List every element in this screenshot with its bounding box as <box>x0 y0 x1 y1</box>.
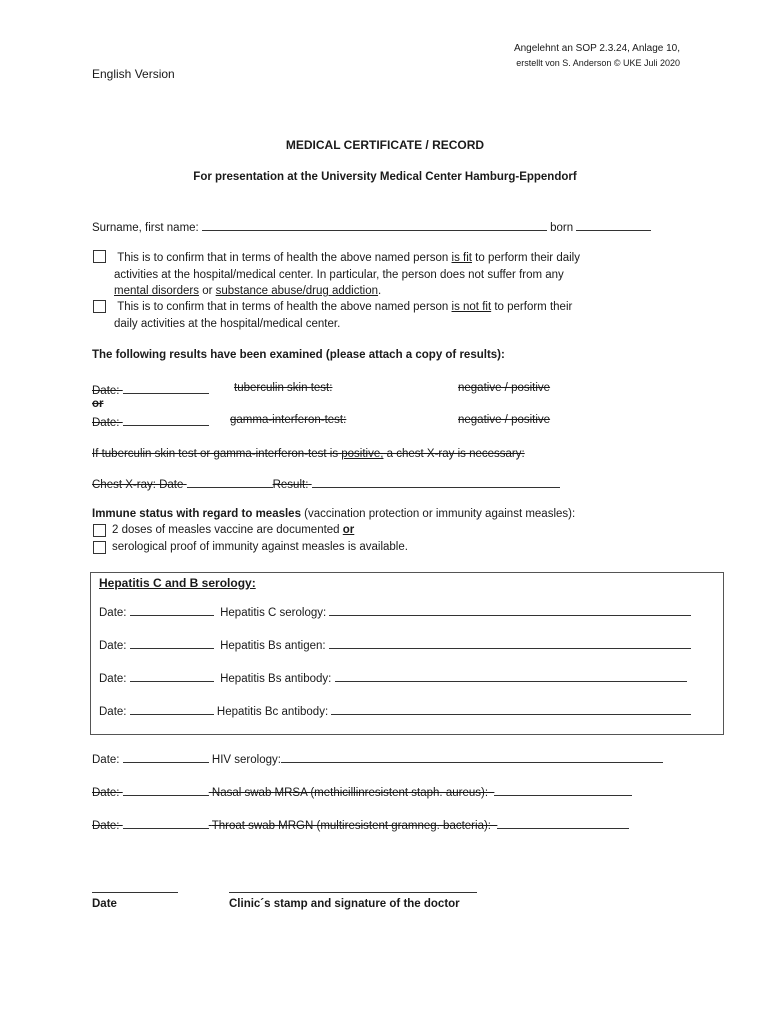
measles-heading-bold: Immune status with regard to measles <box>92 508 301 520</box>
mrsa-label: Nasal swab MRSA (methicillinresistent staph. aureus): <box>211 787 489 799</box>
page-title: MEDICAL CERTIFICATE / RECORD <box>285 138 485 152</box>
mrgn-field[interactable] <box>497 817 629 829</box>
not-fit-statement <box>114 299 674 332</box>
mrsa-date-field[interactable] <box>123 784 209 796</box>
name-field[interactable] <box>202 219 547 231</box>
hep-c-serology-field[interactable] <box>329 604 691 616</box>
reference-line-1: Angelehnt an SOP 2.3.24, Anlage 10, <box>513 43 680 54</box>
hep-date-field-2[interactable] <box>130 637 214 649</box>
signature-stamp-label: Clinic´s stamp and signature of the doctor <box>229 898 460 910</box>
measles-vaccine-checkbox[interactable] <box>93 524 106 537</box>
hep-date-field-4[interactable] <box>130 703 214 715</box>
fit-text-2: to perform their daily <box>471 252 580 264</box>
tb-test-2: gamma-interferon-test: <box>230 414 347 426</box>
tb-date-label-2: Date: <box>92 417 120 429</box>
hep-row-2 <box>99 637 691 652</box>
hep-bc-antibody-field[interactable] <box>331 703 691 715</box>
page-subtitle: For presentation at the University Medical Center Hamburg-Eppendorf <box>193 171 577 183</box>
hiv-field[interactable] <box>281 751 663 763</box>
xray-date-label: Chest X-ray: Date <box>92 479 184 491</box>
tb-date-label-1: Date: <box>92 385 120 397</box>
hep-bs-antibody-label: Hepatitis Bs antibody: <box>220 673 332 685</box>
fit-substance: substance abuse/drug addiction <box>215 285 379 297</box>
notfit-text-1: This is to confirm that in terms of health the above named person <box>117 301 452 313</box>
measles-or: or <box>342 524 355 536</box>
hep-bs-antigen-label: Hepatitis Bs antigen: <box>220 640 326 652</box>
measles-heading <box>92 508 575 520</box>
signature-date-line[interactable] <box>92 882 178 893</box>
tb-date-1 <box>92 382 209 397</box>
measles-serology-checkbox[interactable] <box>93 541 106 554</box>
hep-row-4 <box>99 703 691 718</box>
xray-row <box>92 476 560 491</box>
xray-note-text-1: If tuberculin skin test or gamma-interferon-test is <box>92 448 342 460</box>
xray-date-field[interactable] <box>187 476 273 488</box>
xray-note-text-2: a chest X-ray is necessary: <box>383 448 525 460</box>
hep-row-1 <box>99 604 691 619</box>
notfit-is-not-fit: is not fit <box>451 301 492 313</box>
fit-text-1: This is to confirm that in terms of health the above named person <box>117 252 452 264</box>
measles-vaccine-text: 2 doses of measles vaccine are documented <box>112 524 343 536</box>
mrsa-date-label: Date: <box>92 787 120 799</box>
measles-heading-rest: (vaccination protection or immunity against measles): <box>300 508 576 520</box>
tb-or: or <box>92 398 104 410</box>
hep-date-label-2: Date: <box>99 640 127 652</box>
mrgn-date-label: Date: <box>92 820 120 832</box>
xray-result-label: Result: <box>272 479 309 491</box>
hiv-date-label: Date: <box>92 754 120 766</box>
hep-bc-antibody-label: Hepatitis Bc antibody: <box>216 706 329 718</box>
tb-result-1: negative / positive <box>458 382 551 394</box>
tb-date-field-1[interactable] <box>123 382 209 394</box>
version-label: English Version <box>92 67 175 81</box>
hep-bs-antigen-field[interactable] <box>329 637 691 649</box>
mrgn-date-field[interactable] <box>123 817 209 829</box>
xray-result-field[interactable] <box>312 476 560 488</box>
hep-date-field-1[interactable] <box>130 604 214 616</box>
hepatitis-heading: Hepatitis C and B serology: <box>99 576 256 590</box>
fit-mental: mental disorders <box>114 285 200 297</box>
fit-or: or <box>199 285 216 297</box>
hep-row-3 <box>99 670 687 685</box>
mrsa-field[interactable] <box>494 784 632 796</box>
signature-stamp-line[interactable] <box>229 882 477 893</box>
not-fit-checkbox[interactable] <box>93 300 106 313</box>
tb-test-1: tuberculin skin test: <box>234 382 333 394</box>
born-field[interactable] <box>576 219 651 231</box>
hep-date-label-4: Date: <box>99 706 127 718</box>
hiv-date-field[interactable] <box>123 751 209 763</box>
fit-statement <box>114 250 674 300</box>
fit-is-fit: is fit <box>451 252 472 264</box>
xray-note <box>92 448 525 460</box>
fit-checkbox[interactable] <box>93 250 106 263</box>
tb-result-2: negative / positive <box>458 414 551 426</box>
notfit-text-3: daily activities at the hospital/medical center. <box>114 317 341 330</box>
results-heading: The following results have been examined (please attach a copy of results): <box>92 349 505 361</box>
fit-text-3: activities at the hospital/medical center. In particular, the person does not suffer from any <box>114 268 564 281</box>
hep-c-serology-label: Hepatitis C serology: <box>220 607 327 619</box>
name-label: Surname, first name: <box>92 222 199 234</box>
fit-period: . <box>378 285 382 297</box>
measles-serology-option: serological proof of immunity against measles is available. <box>112 541 408 553</box>
hep-date-field-3[interactable] <box>130 670 214 682</box>
mrgn-row <box>92 817 629 832</box>
hiv-label: HIV serology: <box>211 754 281 766</box>
reference-line-2: erstellt von S. Anderson © UKE Juli 2020 <box>516 58 680 68</box>
name-row <box>92 219 651 234</box>
tb-date-field-2[interactable] <box>123 414 209 426</box>
notfit-text-2: to perform their <box>491 301 573 313</box>
hep-bs-antibody-field[interactable] <box>335 670 687 682</box>
mrgn-label: Throat swab MRGN (multiresistent gramneg. bacteria): <box>211 820 491 832</box>
measles-vaccine-option <box>112 524 354 536</box>
mrsa-row <box>92 784 632 799</box>
born-label: born <box>550 222 574 234</box>
hiv-row <box>92 751 663 766</box>
hep-date-label-3: Date: <box>99 673 127 685</box>
reference-note <box>514 42 680 70</box>
xray-note-positive: positive, <box>341 448 384 460</box>
tb-date-2 <box>92 414 209 429</box>
hep-date-label-1: Date: <box>99 607 127 619</box>
signature-date-label: Date <box>92 898 117 910</box>
